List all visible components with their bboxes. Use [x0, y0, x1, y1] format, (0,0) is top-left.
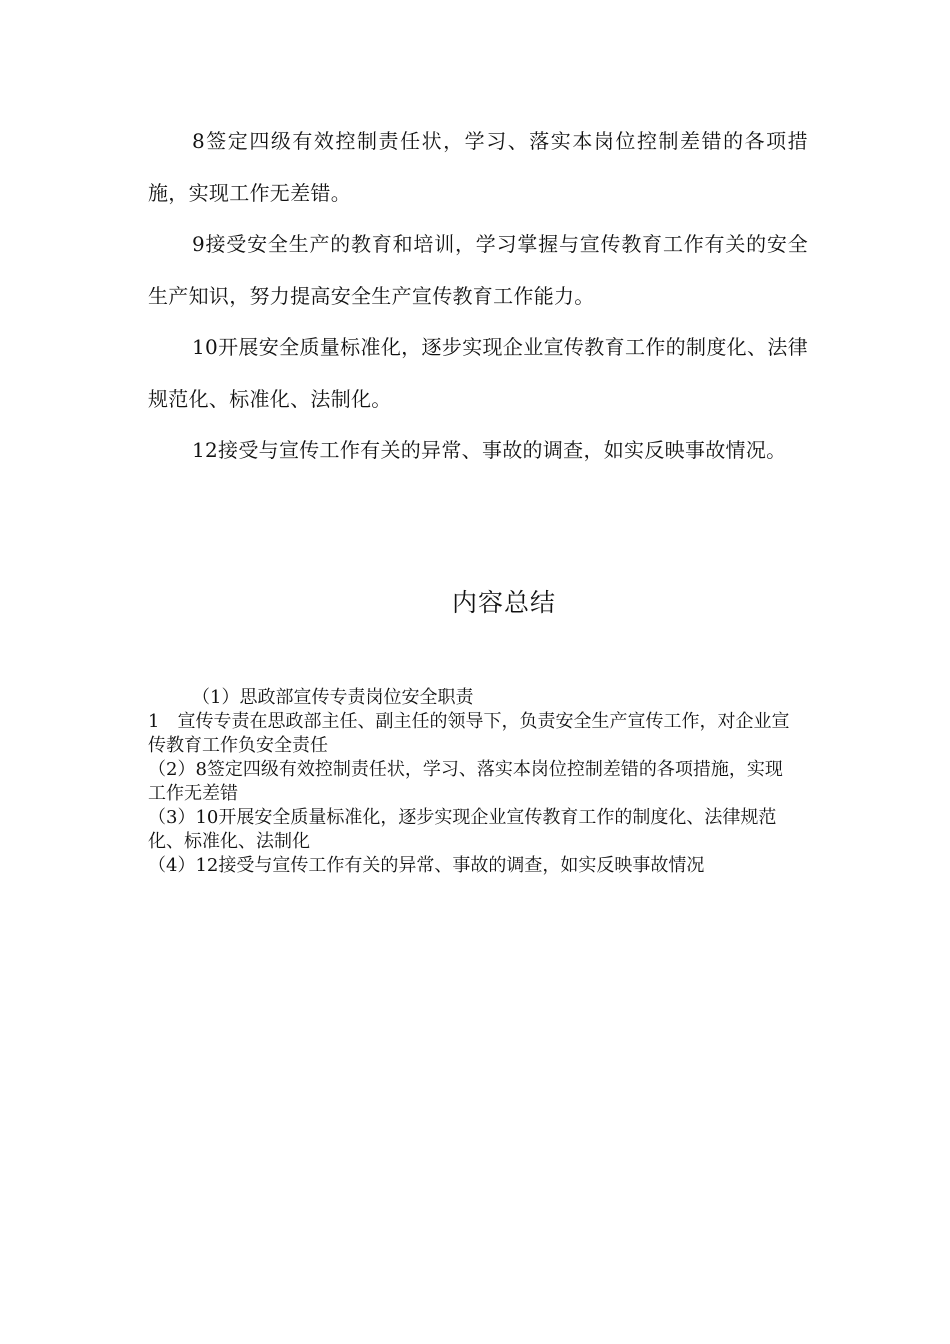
paragraph-8: 8签定四级有效控制责任状，学习、落实本岗位控制差错的各项措施，实现工作无差错。	[148, 129, 808, 205]
summary-item: （2）8签定四级有效控制责任状，学习、落实本岗位控制差错的各项措施，实现工作无差错	[148, 759, 783, 804]
summary-item: （4）12接受与宣传工作有关的异常、事故的调查，如实反映事故情况	[148, 855, 705, 876]
paragraph-12: 12接受与宣传工作有关的异常、事故的调查，如实反映事故情况。	[192, 438, 787, 462]
paragraph-10: 10开展安全质量标准化，逐步实现企业宣传教育工作的制度化、法律规范化、标准化、法制化。	[148, 335, 808, 411]
summary-item: （3）10开展安全质量标准化，逐步实现企业宣传教育工作的制度化、法律规范化、标准化、法制化	[148, 807, 777, 852]
body-text	[148, 116, 808, 477]
summary-heading: （1）思政部宣传专责岗位安全职责	[192, 687, 474, 708]
summary-section	[148, 686, 798, 878]
paragraph-9: 9接受安全生产的教育和培训，学习掌握与宣传教育工作有关的安全生产知识，努力提高安全生产宣传教育工作能力。	[148, 232, 808, 308]
summary-title: 内容总结	[451, 588, 556, 617]
summary-item: 1 宣传专责在思政部主任、副主任的领导下，负责安全生产宣传工作，对企业宣传教育工作负安全责任	[148, 711, 790, 756]
